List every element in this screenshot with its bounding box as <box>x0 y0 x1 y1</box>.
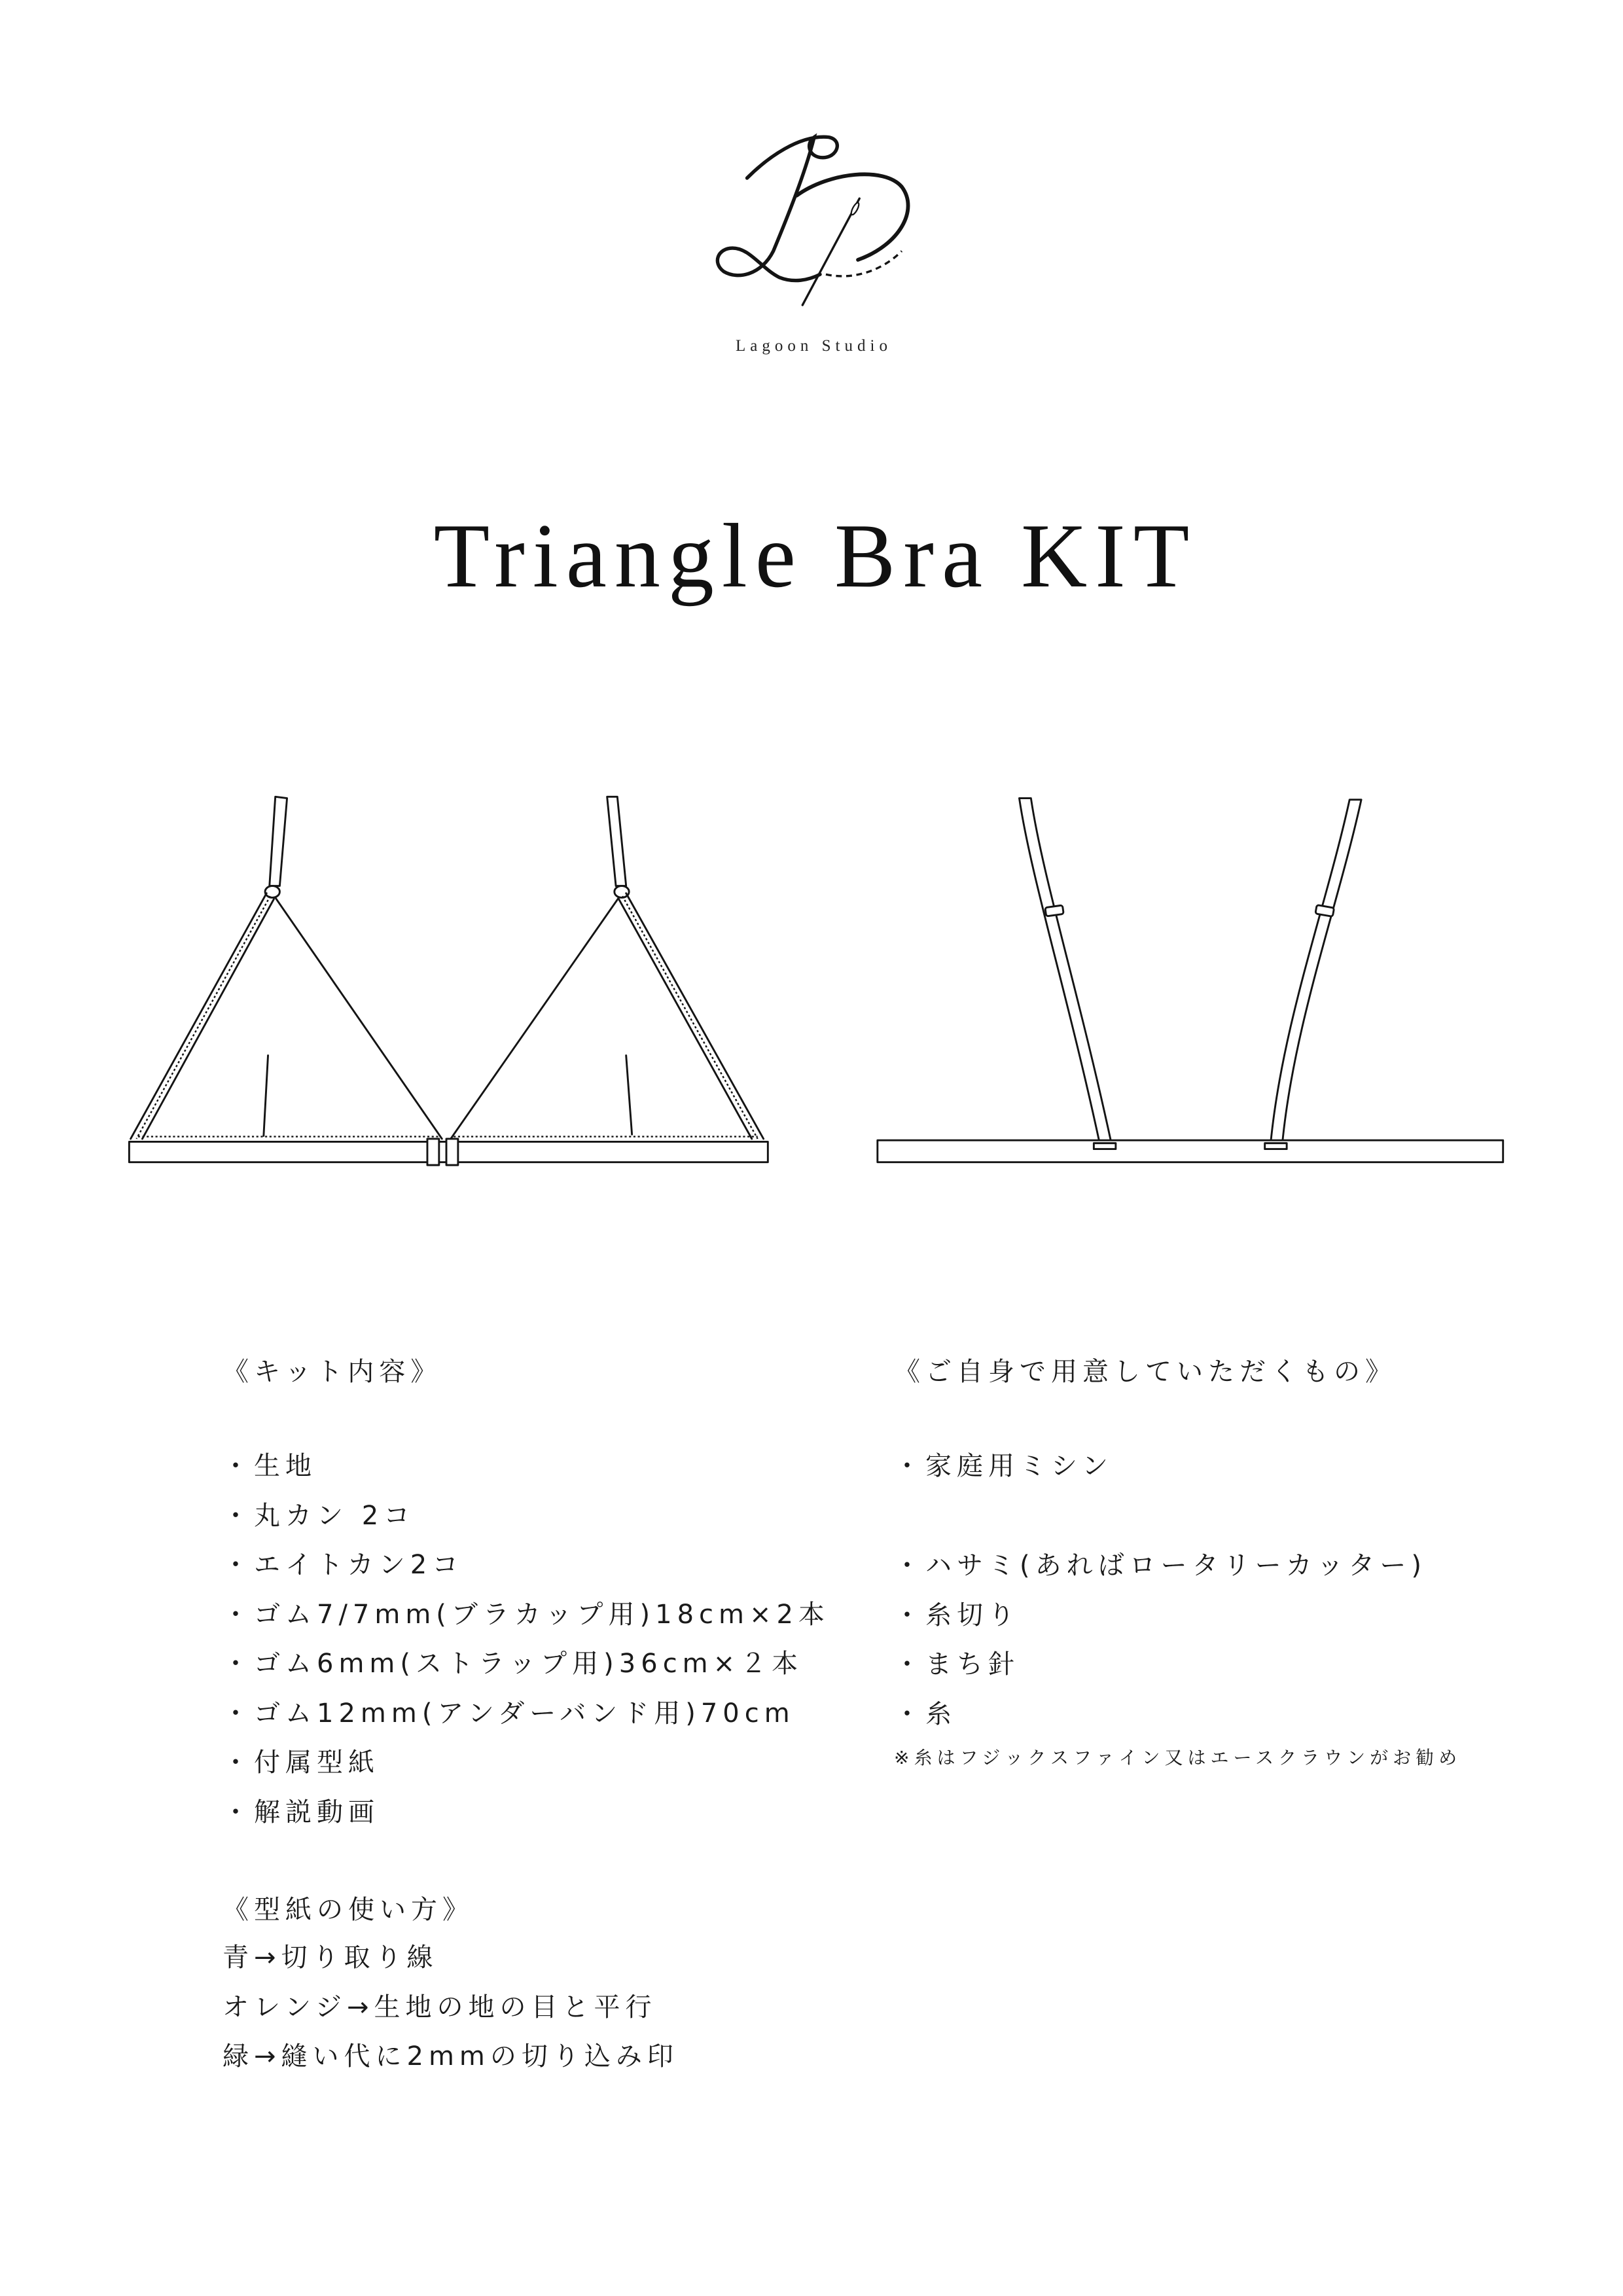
front-strap-right <box>607 797 626 886</box>
front-dart-left <box>264 1056 268 1136</box>
back-strap-right <box>1271 800 1361 1143</box>
list-item: ・糸 <box>894 1698 957 1729</box>
logo-needle-eye <box>850 202 861 215</box>
list-item: 緑→縫い代に2mmの切り込み印 <box>223 2041 679 2072</box>
back-under-band <box>878 1140 1503 1162</box>
back-slider-left <box>1045 905 1063 916</box>
back-strap-joint-left <box>1094 1143 1116 1149</box>
user-supplies-group-2 <box>894 1541 1427 1739</box>
bra-back-view-illustration <box>878 798 1503 1162</box>
kit-contents-heading: 《キット内容》 <box>223 1357 442 1387</box>
front-cup-left <box>131 893 442 1139</box>
logo-script-l <box>717 137 837 280</box>
list-item: ・糸切り <box>894 1600 1020 1630</box>
user-supplies-group-1 <box>894 1442 1113 1492</box>
back-strap-left <box>1019 798 1111 1143</box>
list-item: ・家庭用ミシン <box>894 1451 1113 1481</box>
list-item: ・ゴム12mm(アンダーバンド用)70cm <box>223 1698 795 1729</box>
bra-illustrations <box>117 782 1521 1177</box>
back-slider-right <box>1315 905 1334 917</box>
front-cup-right <box>451 893 764 1139</box>
list-item: ・まち針 <box>894 1649 1020 1679</box>
back-strap-joint-right <box>1265 1143 1287 1149</box>
brand-name: Lagoon Studio <box>736 337 892 355</box>
list-item: オレンジ→生地の地の目と平行 <box>223 1992 657 2022</box>
pattern-usage-list <box>223 1933 679 2082</box>
front-clasp-left <box>427 1139 439 1165</box>
list-item: ・解説動画 <box>223 1797 380 1827</box>
list-item: ・エイトカン2コ <box>223 1550 464 1580</box>
list-item: ・ゴム7/7mm(ブラカップ用)18cm×2本 <box>223 1599 830 1630</box>
list-item: ・ハサミ(あればロータリーカッター) <box>894 1551 1427 1581</box>
list-item: ・ゴム6mm(ストラップ用)36cm×２本 <box>223 1649 804 1679</box>
page-title: Triangle Bra KIT <box>433 505 1198 607</box>
lagoon-studio-logo-icon <box>712 128 915 310</box>
front-clasp-right <box>446 1139 458 1165</box>
front-dart-right <box>626 1056 632 1135</box>
logo-script-d <box>796 174 908 260</box>
list-item: ・付属型紙 <box>223 1748 380 1778</box>
logo-thread <box>826 251 902 276</box>
list-item: ・丸カン 2コ <box>223 1500 416 1531</box>
front-ring-left <box>265 886 279 898</box>
pattern-usage-heading: 《型紙の使い方》 <box>223 1895 474 1925</box>
thread-recommendation-note: ※糸はフジックスファイン又はエースクラウンがお勧め <box>894 1747 1462 1768</box>
list-item: 青→切り取り線 <box>223 1943 438 1973</box>
kit-contents-list <box>223 1442 830 1837</box>
list-item: ・生地 <box>223 1451 317 1481</box>
user-supplies-heading: 《ご自身で用意していただくもの》 <box>894 1357 1397 1387</box>
front-strap-left <box>270 797 287 886</box>
bra-front-view-illustration <box>129 797 768 1165</box>
